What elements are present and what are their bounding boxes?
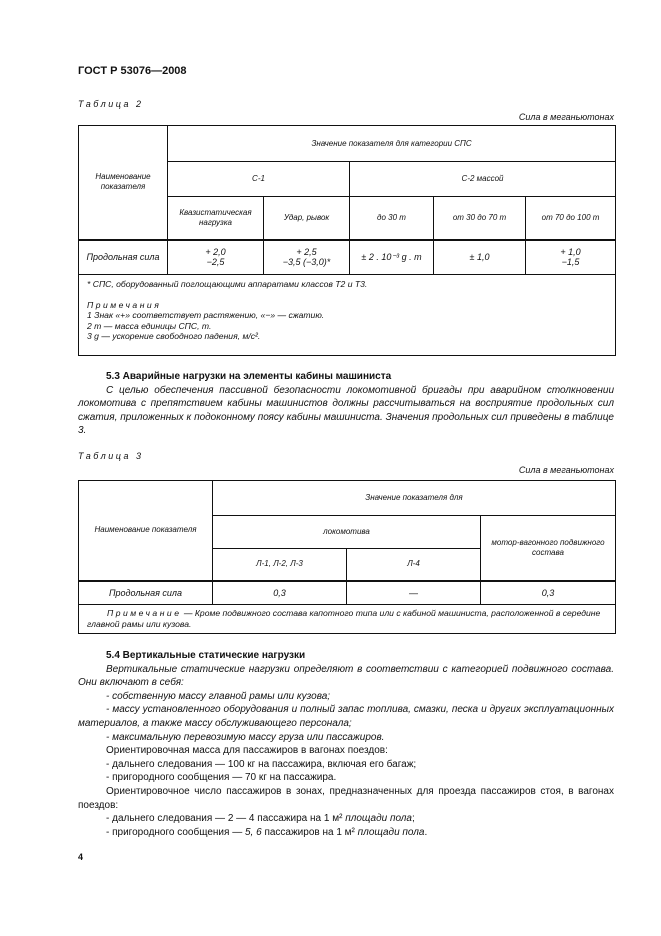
col-name-header: Наименование показателя	[79, 126, 168, 240]
cell: ± 1,0	[434, 240, 526, 275]
sub-header: до 30 т	[350, 197, 434, 240]
c2-header: С-2 массой	[350, 162, 616, 197]
table2-caption: Таблица 2	[78, 99, 144, 109]
cell: —	[347, 581, 481, 605]
document-header: ГОСТ Р 53076—2008	[78, 65, 187, 77]
cell: + 2,0 −2,5	[168, 240, 264, 275]
c1-header: С-1	[168, 162, 350, 197]
sub-header: Удар, рывок	[264, 197, 350, 240]
table-row	[79, 240, 616, 275]
list-item: - пригородного сообщения — 5, 6 пассажиров на 1 м² площади пола.	[106, 826, 428, 838]
motor-header: мотор-вагонного подвижного состава	[481, 516, 616, 581]
table2-unit: Сила в меганьютонах	[518, 112, 614, 122]
sub-header: от 30 до 70 т	[434, 197, 526, 240]
table2-notes: * СПС, оборудованный поглощающими аппаратами классов Т2 и Т3. Примечания 1 Знак «+» соответствует растяжению, «−» — сжатию. 2 m — масса единицы СПС, т. 3 g — ускорение свободного падения, м/с².	[79, 275, 616, 356]
col-name-header: Наименование показателя	[79, 481, 213, 581]
section-5-3: 5.3 Аварийные нагрузки на элементы кабины машиниста С целью обеспечения пассивной безопасности локомотивной бригады при аварийном столкновении локомотива с препятствием кабины машинистов должны рассчитываться на восприятие продольных сил сжатия, приложенных к подоконному поясу кабины машиниста. Значения продольных сил приведены в таблице 3.	[78, 371, 614, 437]
table3-caption: Таблица 3	[78, 451, 144, 461]
cell: ± 2 . 10⁻³ g . m	[350, 240, 434, 275]
sub-header: от 70 до 100 т	[526, 197, 616, 240]
sub-header: Л-1, Л-2, Л-3	[213, 549, 347, 581]
cell: + 2,5 −3,5 (−3,0)*	[264, 240, 350, 275]
cell: 0,3	[213, 581, 347, 605]
table3-unit: Сила в меганьютонах	[518, 465, 614, 475]
loco-header: локомотива	[213, 516, 481, 549]
sub-header: Квазистатическая нагрузка	[168, 197, 264, 240]
table-2	[78, 125, 616, 356]
table3-note: Примечание — Кроме подвижного состава капотного типа или с кабиной машиниста, расположенной в середине главной рамы или кузова.	[79, 605, 616, 634]
row-name: Продольная сила	[79, 240, 168, 275]
cell: 0,3	[481, 581, 616, 605]
table-3	[78, 480, 616, 634]
group-header: Значение показателя для категории СПС	[168, 126, 616, 162]
group-header: Значение показателя для	[213, 481, 616, 516]
cell: + 1,0 −1,5	[526, 240, 616, 275]
page-number: 4	[78, 852, 84, 862]
row-name: Продольная сила	[79, 581, 213, 605]
sub-header: Л-4	[347, 549, 481, 581]
table-row	[79, 581, 616, 605]
list-item: - дальнего следования — 2 — 4 пассажира на 1 м² площади пола;	[106, 813, 415, 825]
section-5-4: 5.4 Вертикальные статические нагрузки Вертикальные статические нагрузки определяют в соответствии с категорией подвижного состава. Они включают в себя: - собственную массу главной рамы или кузова; - массу установленного оборудования и полный запас топлива, смазки, песка и других эксплуатационных материалов, а также массу обслуживающего персонала; - максимальную перевозимую массу груза или пассажиров. Ориентировочная масса для пассажиров в вагонах поездов: - дальнего следования — 100 кг на пассажира, включая его багаж; - пригородного сообщения — 70 кг на пассажира. Ориентировочное число пассажиров в зонах, предназначенных для проезда пассажиров стоя, в вагонах поездов: - дальнего следования — 2 — 4 пассажира на 1 м² площади пола; - пригородного сообщения — 5, 6 пассажиров на 1 м² площади пола.	[78, 650, 614, 838]
